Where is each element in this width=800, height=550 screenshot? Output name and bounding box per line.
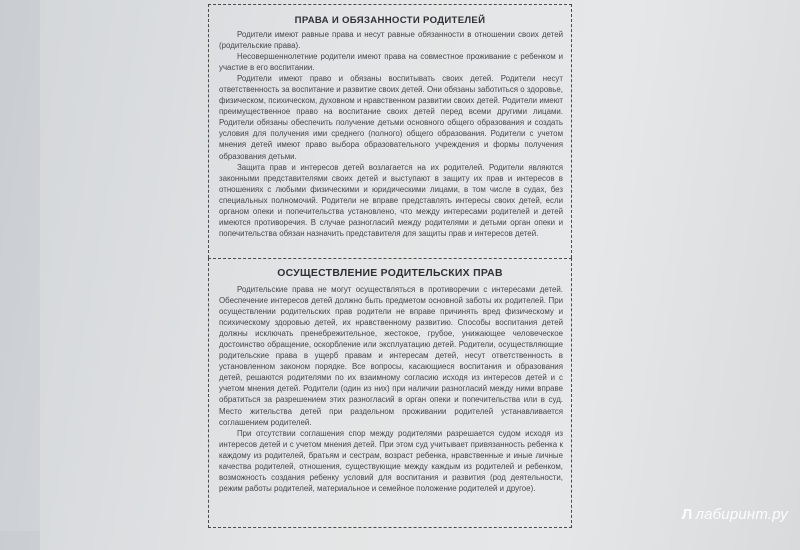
labirint-logo-icon: Л — [681, 506, 693, 523]
paragraph: Несовершеннолетние родители имеют права на совместное проживание с ребенком и участие в его воспитании. — [219, 52, 563, 73]
paragraph: При отсутствии соглашения спор между родителями разрешается судом исходя из интересов детей и с учетом мнения детей. При этом суд учитывает привязанность ребенка к каждому из родителей, братьям и сестрам, возраст ребенка, нравственные и иные личные качества родителей, отношения, существующие между каждым из родителей и ребенком, возможность создания ребенку условий для воспитания и развития (род деятельности, режим работы родителей, материальное и семейное положение родителей и другое). — [219, 428, 563, 493]
section-rights-duties — [208, 4, 572, 258]
section-exercise-rights — [208, 258, 572, 528]
paragraph: Родительские права не могут осуществляться в противоречии с интересами детей. Обеспечение интересов детей должно быть предметом основной заботы их родителей. При осуществлении родительских прав родители не вправе причинять вред физическому и психическому здоровью детей, их нравственному развитию. Способы воспитания детей должны исключать пренебрежительное, жестокое, грубое, унижающее человеческое достоинство обращение, оскорбление или эксплуатацию детей. Родители, осуществляющие родительские права в ущерб правам и интересам детей, несут ответственность в установленном законом порядке. Все вопросы, касающиеся воспитания и образования детей, решаются родителями по их взаимному согласию исходя из интересов детей и с учетом мнения детей. Родители (один из них) при наличии разногласий между ними вправе обратиться за разрешением этих разногласий в орган опеки и попечительства или в суд. Место жительства детей при раздельном проживании родителей устанавливается соглашением родителей. — [219, 285, 563, 427]
site-watermark — [682, 506, 788, 523]
section-title: ОСУЩЕСТВЛЕНИЕ РОДИТЕЛЬСКИХ ПРАВ — [277, 268, 503, 279]
watermark-text: лабиринт.ру — [695, 506, 788, 523]
section-title: ПРАВА И ОБЯЗАННОСТИ РОДИТЕЛЕЙ — [294, 15, 486, 26]
paragraph: Родители имеют равные права и несут равные обязанности в отношении своих детей (родительские права). — [219, 30, 563, 51]
section-body — [209, 284, 571, 494]
section-body — [209, 29, 571, 239]
paragraph: Родители имеют право и обязаны воспитывать своих детей. Родители несут ответственность за воспитание и развитие своих детей. Они обязаны заботиться о здоровье, физическом, психическом, духовном и нравственном развитии своих детей. Родители имеют преимущественное право на воспитание своих детей перед всеми другими лицами. Родители обязаны обеспечить получение детьми основного общего образования и создать условия для получения ими среднего (полного) общего образования. Родители с учетом мнения детей имеют право выбора образовательного учреждения и формы получения образования детьми. — [219, 74, 563, 161]
paragraph: Защита прав и интересов детей возлагается на их родителей. Родители являются законными представителями своих детей и выступают в защиту их прав и интересов в отношениях с любыми физическими и юридическими лицами, в том числе в судах, без специальных полномочий. Родители не вправе представлять интересы своих детей, если органом опеки и попечительства установлено, что между интересами родителей и детей имеются противоречия. В случае разногласий между родителями и детьми орган опеки и попечительства обязан назначить представителя для защиты прав и интересов детей. — [219, 162, 563, 238]
